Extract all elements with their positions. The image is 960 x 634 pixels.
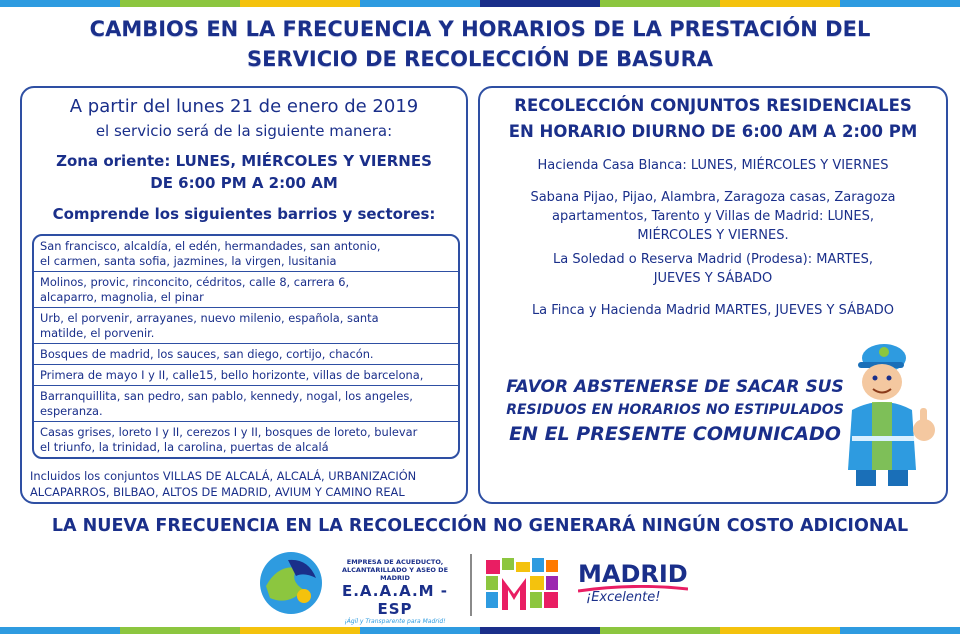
warning-notice [480,375,870,447]
residential-item [480,301,946,320]
neighborhoods-heading: Comprende los siguientes barrios y sectores: [52,205,436,223]
main-title [0,14,960,74]
residential-item-line: JUEVES Y SÁBADO [653,271,773,286]
residential-title-1: RECOLECCIÓN CONJUNTOS RESIDENCIALES [514,96,912,115]
list-item [34,308,458,344]
residential-item [480,250,946,288]
list-item-line: matilde, el porvenir. [40,326,155,340]
night-schedule-panel [20,86,468,504]
list-item [34,365,458,386]
zone-days: Zona oriente: LUNES, MIÉRCOLES Y VIERNES [56,152,432,170]
residential-item-line: apartamentos, Tarento y Villas de Madrid: LUNES, [552,209,874,224]
intro-date: A partir del lunes 21 de enero de 2019 [69,96,419,117]
madrid-slogan: ¡Excelente! [586,590,661,605]
garbage-collector-mascot-icon [838,338,942,488]
eaaam-slogan: ¡Ágil y Transparente para Madrid! [344,618,446,625]
residential-item [480,156,946,175]
madrid-wordmark: MADRID [578,560,688,588]
no-cost-notice: LA NUEVA FRECUENCIA EN LA RECOLECCIÓN NO GENERARÁ NINGÚN COSTO ADICIONAL [51,516,909,536]
list-item [34,422,458,457]
residential-item-line: MIÉRCOLES Y VIERNES. [637,228,789,243]
residential-item-line: Sabana Pijao, Pijao, Alambra, Zaragoza casas, Zaragoza [530,190,896,205]
eaaam-logo [258,550,458,625]
list-item [34,386,458,422]
list-item-line: San francisco, alcaldía, el edén, hermandades, san antonio, [40,239,381,253]
residential-item-line: La Soledad o Reserva Madrid (Prodesa): MARTES, [553,252,873,267]
intro-subtitle: el servicio será de la siguiente manera: [95,122,393,140]
list-item-line: Primera de mayo I y II, calle15, bello horizonte, villas de barcelona, [40,368,424,382]
title-line-2: SERVICIO DE RECOLECCIÓN DE BASURA [246,47,713,71]
bottom-color-stripe [0,627,960,634]
logo-divider [470,554,472,616]
list-item-line: Casas grises, loreto I y II, cerezos I y II, bosques de loreto, bulevar [40,425,418,439]
warning-line-2: RESIDUOS EN HORARIOS NO ESTIPULADOS [506,402,844,418]
eaaam-globe-logo-icon [258,550,324,616]
list-item-line: Molinos, provic, rinconcito, cédritos, calle 8, carrera 6, [40,275,350,289]
list-item-line: el carmen, santa sofia, jazmines, la virgen, lusitania [40,254,337,268]
neighborhoods-list [32,234,460,459]
eaaam-text [330,558,460,625]
list-item-line: Bosques de madrid, los sauces, san diego, cortijo, chacón. [40,347,374,361]
included-complexes [30,468,460,500]
madrid-mosaic-logo-icon [484,556,570,612]
eaaam-desc-line-1: EMPRESA DE ACUEDUCTO, [346,558,444,566]
included-line-1: Incluidos los conjuntos VILLAS DE ALCALÁ, ALCALÁ, URBANIZACIÓN [30,469,417,483]
residential-item-line: Hacienda Casa Blanca: LUNES, MIÉRCOLES Y VIERNES [537,158,889,173]
day-schedule-panel [478,86,948,504]
list-item-line: alcaparro, magnolia, el pinar [40,290,204,304]
list-item-line: Urb, el porvenir, arrayanes, nuevo milenio, española, santa [40,311,379,325]
residential-item [480,188,946,245]
list-item [34,344,458,365]
eaaam-desc-line-2: ALCANTARILLADO Y ASEO DE MADRID [341,566,449,582]
list-item-line: el triunfo, la trinidad, la carolina, puertas de alcalá [40,440,329,454]
top-color-stripe [0,0,960,7]
included-line-2: ALCAPARROS, BILBAO, ALTOS DE MADRID, AVIUM Y CAMINO REAL [30,485,405,499]
zone-hours: DE 6:00 PM A 2:00 AM [150,174,338,192]
list-item-line: esperanza. [40,404,103,418]
list-item [34,236,458,272]
list-item [34,272,458,308]
warning-line-1: FAVOR ABSTENERSE DE SACAR SUS [506,377,844,397]
residential-item-line: La Finca y Hacienda Madrid MARTES, JUEVES Y SÁBADO [531,303,895,318]
eaaam-description [330,558,460,582]
list-item-line: Barranquillita, san pedro, san pablo, kennedy, nogal, los angeles, [40,389,413,403]
residential-title-2: EN HORARIO DIURNO DE 6:00 AM A 2:00 PM [508,122,918,141]
warning-line-3: EN EL PRESENTE COMUNICADO [509,423,841,445]
title-line-1: CAMBIOS EN LA FRECUENCIA Y HORARIOS DE LA PRESTACIÓN DEL [89,17,871,41]
eaaam-name: E.A.A.A.M - ESP [341,582,449,618]
